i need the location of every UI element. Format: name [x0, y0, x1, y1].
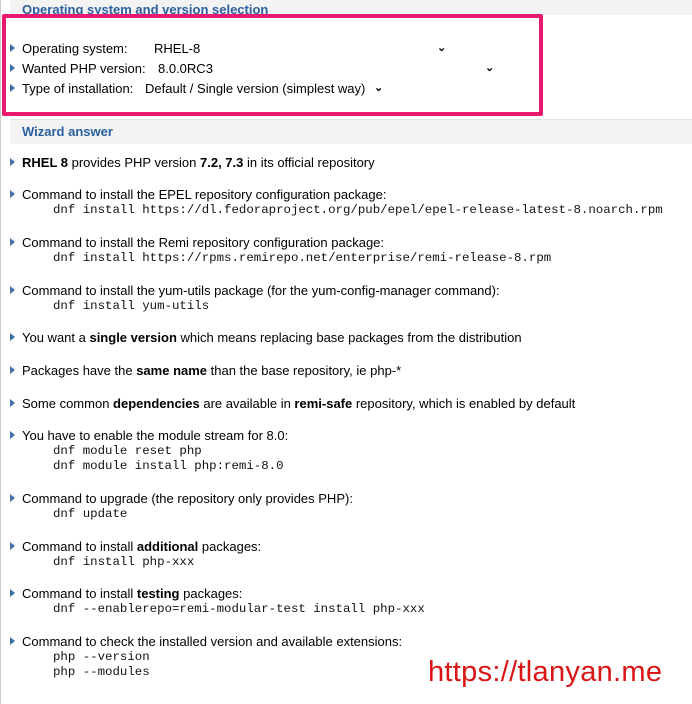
wizard-section-title: Wizard answer [22, 124, 113, 139]
bullet-arrow-icon [10, 494, 15, 502]
wizard-item [10, 235, 384, 250]
wizard-item-text: additional [136, 539, 199, 554]
wizard-item-text: You have to enable the module stream for 8.0: [22, 428, 289, 443]
os-label: Operating system: [22, 41, 128, 56]
wizard-section-header [10, 119, 692, 144]
bullet-arrow-icon [10, 399, 15, 407]
wizard-item-text: Command to upgrade (the repository only provides PHP): [22, 491, 353, 506]
command-line: dnf install https://rpms.remirepo.net/enterprise/remi-release-8.rpm [53, 251, 552, 265]
selection-section-title: Operating system and version selection [22, 2, 269, 17]
command-line: dnf install yum-utils [53, 299, 210, 313]
wizard-item-text: RHEL 8 [22, 155, 68, 170]
php-version-select[interactable]: 8.0.0RC3 [158, 61, 213, 76]
command-line: dnf module install php:remi-8.0 [53, 459, 284, 473]
command-line: php --modules [53, 665, 150, 679]
wizard-item [10, 283, 500, 298]
selection-section-header [10, 0, 692, 15]
wizard-item-text: provides PHP version [68, 155, 200, 170]
command-line: dnf update [53, 507, 128, 521]
wizard-item-text: same name [136, 363, 208, 378]
command-line: dnf --enablerepo=remi-modular-test install php-xxx [53, 602, 425, 616]
wizard-item-text: Some common [22, 396, 114, 411]
bullet-arrow-icon [10, 637, 15, 645]
os-select[interactable]: RHEL-8 [154, 41, 201, 56]
wizard-item [10, 428, 288, 443]
command-line: dnf module reset php [53, 444, 202, 458]
bullet-arrow-icon [10, 190, 15, 198]
wizard-item [10, 187, 386, 202]
wizard-item-text: packages: [198, 539, 262, 554]
wizard-item [10, 491, 353, 506]
wizard-item [10, 330, 522, 345]
wizard-item-text: Command to install the yum-utils package (for the yum-config-manager command): [22, 283, 500, 298]
chevron-down-icon[interactable]: ⌄ [485, 62, 495, 74]
install-type-select[interactable]: Default / Single version (simplest way) [145, 81, 366, 96]
bullet-arrow-icon [10, 238, 15, 246]
command-line: php --version [53, 650, 150, 664]
php-version-label: Wanted PHP version: [22, 61, 146, 76]
wizard-item [10, 396, 575, 411]
page-left-border [0, 0, 1, 704]
wizard-item [10, 363, 401, 378]
highlight-box [2, 14, 543, 116]
wizard-item-text: in its official repository [243, 155, 375, 170]
bullet-arrow-icon [10, 589, 15, 597]
bullet-arrow-icon [10, 333, 15, 341]
bullet-arrow-icon [10, 366, 15, 374]
wizard-item-text: Packages have the [22, 363, 137, 378]
wizard-item-text: dependencies [113, 396, 200, 411]
wizard-item [10, 539, 261, 554]
wizard-item [10, 155, 375, 170]
wizard-item-text: Command to install [22, 586, 137, 601]
bullet-arrow-icon [10, 542, 15, 550]
wizard-item-text: than the base repository, ie php-* [207, 363, 402, 378]
bullet-arrow-icon [10, 286, 15, 294]
wizard-item-text: are available in [199, 396, 295, 411]
wizard-item-text: 7.2, 7.3 [200, 155, 244, 170]
command-line: dnf install php-xxx [53, 555, 195, 569]
wizard-item [10, 634, 402, 649]
wizard-item-text: repository, which is enabled by default [352, 396, 576, 411]
wizard-item-text: Command to install [22, 539, 137, 554]
wizard-item-text: Command to check the installed version and available extensions: [22, 634, 403, 649]
watermark: https://tlanyan.me [428, 656, 663, 688]
chevron-down-icon[interactable]: ⌄ [374, 82, 384, 94]
bullet-arrow-icon [10, 431, 15, 439]
wizard-item-text: Command to install the Remi repository configuration package: [22, 235, 385, 250]
wizard-item-text: remi-safe [294, 396, 353, 411]
wizard-item-text: single version [89, 330, 177, 345]
wizard-item [10, 586, 242, 601]
chevron-down-icon[interactable]: ⌄ [437, 42, 447, 54]
wizard-item-text: Command to install the EPEL repository configuration package: [22, 187, 387, 202]
bullet-arrow-icon [10, 158, 15, 166]
wizard-item-text: You want a [22, 330, 90, 345]
wizard-item-text: packages: [179, 586, 243, 601]
wizard-item-text: which means replacing base packages from the distribution [176, 330, 522, 345]
wizard-item-text: testing [136, 586, 180, 601]
install-type-label: Type of installation: [22, 81, 134, 96]
command-line: dnf install https://dl.fedoraproject.org/pub/epel/epel-release-latest-8.noarch.rpm [53, 203, 663, 217]
